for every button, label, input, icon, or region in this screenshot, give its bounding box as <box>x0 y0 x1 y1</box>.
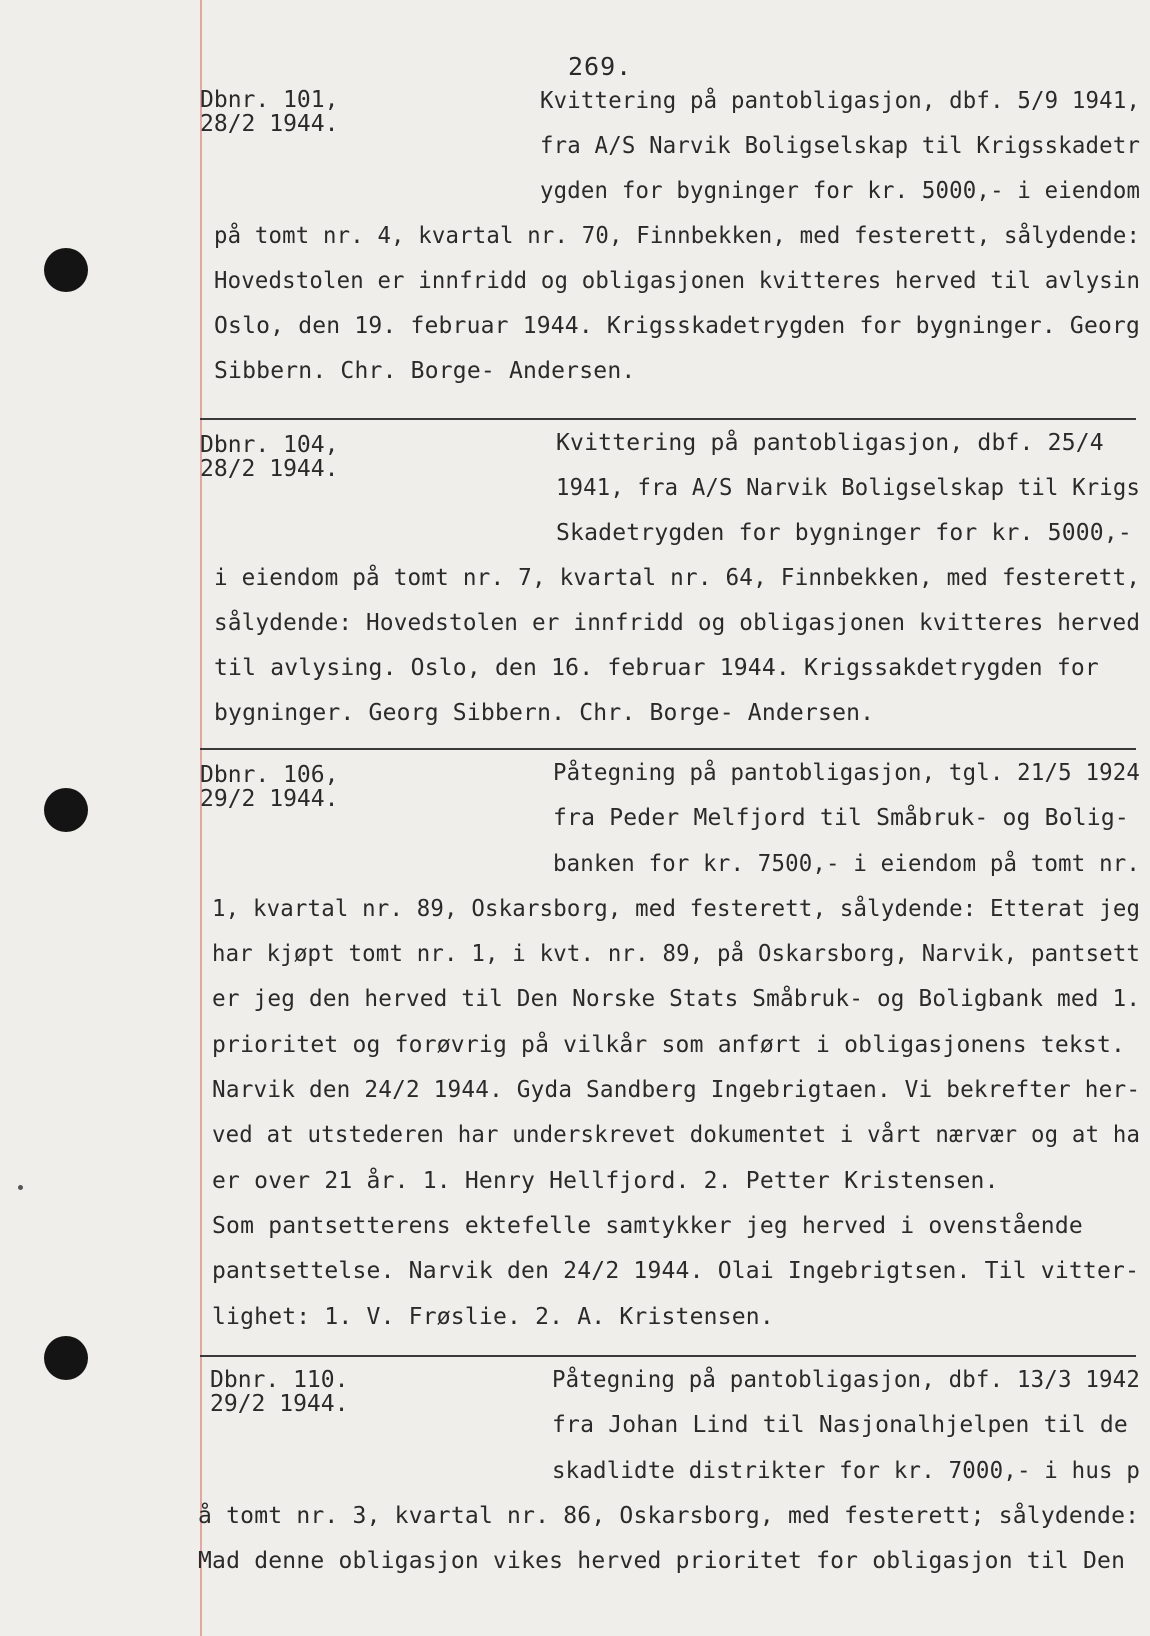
entry-text-line: skadlidte distrikter for kr. 7000,- i hus p <box>552 1458 1141 1484</box>
entry-ref-number: Dbnr. 101, <box>200 87 339 113</box>
punch-hole-bottom <box>44 1336 88 1380</box>
entry-text-line: bygninger. Georg Sibbern. Chr. Borge- Andersen. <box>214 700 875 726</box>
entry-text-line: Mad denne obligasjon vikes herved prioritet for obligasjon til Den <box>198 1548 1126 1574</box>
entry-text-line: Hovedstolen er innfridd og obligasjonen kvitteres herved til avlysin <box>214 268 1141 294</box>
entry-text-line: er jeg den herved til Den Norske Stats Småbruk- og Boligbank med 1. <box>212 986 1141 1012</box>
entry-text-line: 1941, fra A/S Narvik Boligselskap til Krigs <box>556 475 1141 501</box>
entry-text-line: prioritet og forøvrig på vilkår som anført i obligasjonens tekst. <box>212 1032 1126 1058</box>
entry-divider <box>200 418 1136 420</box>
entry-text-line: ved at utstederen har underskrevet dokumentet i vårt nærvær og at ha <box>212 1122 1141 1148</box>
margin-rule <box>200 0 202 1636</box>
entry-text-line: å tomt nr. 3, kvartal nr. 86, Oskarsborg, med festerett; sålydende: <box>198 1503 1140 1529</box>
entry-text-line: Påtegning på pantobligasjon, dbf. 13/3 1942 <box>552 1367 1141 1393</box>
entry-text-line: sålydende: Hovedstolen er innfridd og obligasjonen kvitteres herved <box>214 610 1141 636</box>
entry-ref-number: Dbnr. 104, <box>200 432 339 458</box>
entry-text-line: ygden for bygninger for kr. 5000,- i eiendom <box>540 178 1141 204</box>
punch-hole-top <box>44 248 88 292</box>
entry-ref-number: Dbnr. 110. <box>210 1367 349 1393</box>
entry-text-line: Kvittering på pantobligasjon, dbf. 5/9 1941, <box>540 88 1141 114</box>
entry-text-line: Narvik den 24/2 1944. Gyda Sandberg Ingebrigtaen. Vi bekrefter her- <box>212 1077 1141 1103</box>
entry-ref-date: 29/2 1944. <box>200 786 339 812</box>
entry-text-line: Kvittering på pantobligasjon, dbf. 25/4 <box>556 430 1104 456</box>
entry-ref-date: 29/2 1944. <box>210 1391 349 1417</box>
entry-text-line: Sibbern. Chr. Borge- Andersen. <box>214 358 636 384</box>
entry-text-line: Som pantsetterens ektefelle samtykker jeg herved i ovenstående <box>212 1213 1083 1239</box>
paper-speck <box>18 1185 23 1190</box>
entry-text-line: pantsettelse. Narvik den 24/2 1944. Olai Ingebrigtsen. Til vitter- <box>212 1258 1140 1284</box>
punch-hole-middle <box>44 788 88 832</box>
entry-divider <box>200 1355 1136 1357</box>
entry-ref-date: 28/2 1944. <box>200 456 339 482</box>
entry-text-line: fra Johan Lind til Nasjonalhjelpen til de <box>552 1412 1128 1438</box>
entry-text-line: fra A/S Narvik Boligselskap til Krigsskadetr <box>540 133 1141 159</box>
entry-text-line: på tomt nr. 4, kvartal nr. 70, Finnbekken, med festerett, sålydende: <box>214 223 1141 249</box>
entry-text-line: Påtegning på pantobligasjon, tgl. 21/5 1924 <box>553 760 1141 786</box>
entry-text-line: Oslo, den 19. februar 1944. Krigsskadetrygden for bygninger. Georg <box>214 313 1141 339</box>
entry-text-line: til avlysing. Oslo, den 16. februar 1944. Krigssakdetrygden for <box>214 655 1099 681</box>
entry-text-line: er over 21 år. 1. Henry Hellfjord. 2. Petter Kristensen. <box>212 1168 999 1194</box>
entry-text-line: lighet: 1. V. Frøslie. 2. A. Kristensen. <box>212 1304 774 1330</box>
entry-text-line: Skadetrygden for bygninger for kr. 5000,- <box>556 520 1132 546</box>
entry-text-line: har kjøpt tomt nr. 1, i kvt. nr. 89, på Oskarsborg, Narvik, pantsett <box>212 941 1141 967</box>
entry-text-line: fra Peder Melfjord til Småbruk- og Bolig- <box>553 805 1129 831</box>
entry-ref-date: 28/2 1944. <box>200 111 339 137</box>
entry-ref-number: Dbnr. 106, <box>200 762 339 788</box>
entry-text-line: i eiendom på tomt nr. 7, kvartal nr. 64, Finnbekken, med festerett, <box>214 565 1141 591</box>
entry-text-line: 1, kvartal nr. 89, Oskarsborg, med festerett, sålydende: Etterat jeg <box>212 896 1141 922</box>
page-number: 269. <box>568 52 633 81</box>
entry-divider <box>200 748 1136 750</box>
entry-text-line: banken for kr. 7500,- i eiendom på tomt nr. <box>553 851 1141 877</box>
